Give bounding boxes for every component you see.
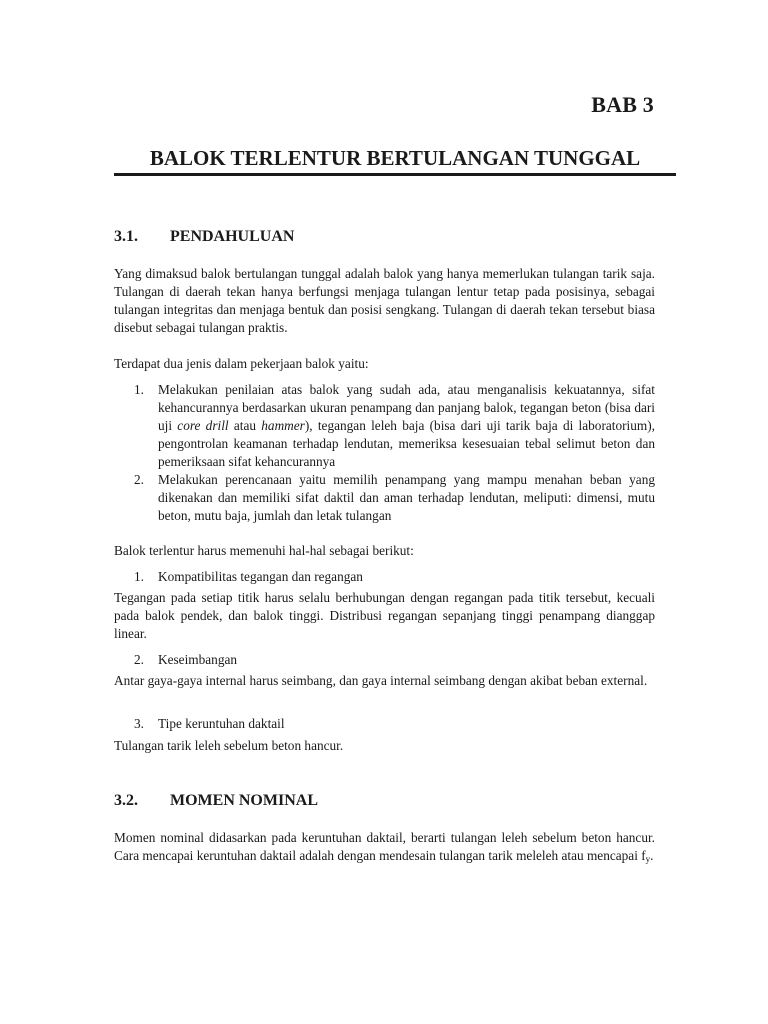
requirement-1-heading: 1. Kompatibilitas tegangan dan regangan — [134, 569, 363, 584]
chapter-title: BALOK TERLENTUR BERTULANGAN TUNGGAL — [149, 146, 641, 170]
list-item: 2. Melakukan perencanaan yaitu memilih penampang yang mampu menahan beban yang dikenakan dan memiliki sifat daktil dan aman terhadap lendutan, meliputi: dimensi, mutu beton, mutu baja, jumlah dan letak tulangan — [134, 472, 655, 523]
section-title: MOMEN NOMINAL — [170, 792, 318, 809]
section-heading-2 — [114, 792, 318, 810]
section-title: PENDAHULUAN — [170, 228, 295, 245]
section-number: 3.2. — [114, 792, 138, 809]
requirement-2-heading: 2. Keseimbangan — [134, 652, 238, 667]
term-core-drill: core drill — [177, 418, 229, 433]
section-number: 3.1. — [114, 228, 138, 245]
section-heading-1 — [114, 228, 294, 246]
paragraph-requirements: Balok terlentur harus memenuhi hal-hal sebagai berikut: — [114, 543, 414, 558]
nominal-moment-paragraph: Momen nominal didasarkan pada keruntuhan daktail, berarti tulangan leleh sebelum beton hancur. Cara mencapai keruntuhan daktail adalah dengan mendesain tulangan tarik meleleh atau mencapai $f_y$. — [114, 830, 655, 864]
list-number: 2. — [134, 472, 144, 487]
requirement-3-heading: 3. Tipe keruntuhan daktail — [134, 716, 285, 731]
paragraph-work-types: Terdapat dua jenis dalam pekerjaan balok yaitu: — [114, 356, 369, 371]
requirement-2-text: Antar gaya-gaya internal harus seimbang, dan gaya internal seimbang dengan akibat beban external. — [114, 673, 648, 688]
list-number: 1. — [134, 382, 144, 397]
subscript-y: y — [645, 854, 651, 864]
title-underline — [114, 173, 676, 176]
chapter-number: BAB 3 — [591, 92, 654, 117]
requirement-3-text: Tulangan tarik leleh sebelum beton hancur. — [114, 738, 344, 753]
list-item: 1. Melakukan penilaian atas balok yang sudah ada, atau menganalisis kekuatannya, sifat kehancurannya berdasarkan ukuran penampang dan panjang balok, tegangan beton (bisa dari uji core drill atau hammer), tegangan leleh baja (bisa dari uji tarik baja di laboratorium), pengontrolan keamanan terhadap lendutan, memeriksa kesesuaian tebal selimut beton dan pemeriksaan sifat kehancurannya — [134, 382, 655, 469]
work-types-list — [114, 381, 655, 525]
requirement-1-text: Tegangan pada setiap titik harus selalu berhubungan dengan regangan pada titik tersebut, kecuali pada balok pendek, dan balok tinggi. Distribusi regangan sepanjang tinggi penampang dianggap linear. — [114, 590, 655, 641]
intro-paragraph: Yang dimaksud balok bertulangan tunggal adalah balok yang hanya memerlukan tulangan tarik saja. Tulangan di daerah tekan hanya berfungsi menjaga tulangan lentur tetap pada posisinya, sebagai tulangan integritas dan menjaga bentuk dan posisi sengkang. Tulangan di daerah tekan tersebut biasa disebut sebagai tulangan praktis. — [114, 266, 655, 335]
term-hammer: hammer — [261, 418, 305, 433]
